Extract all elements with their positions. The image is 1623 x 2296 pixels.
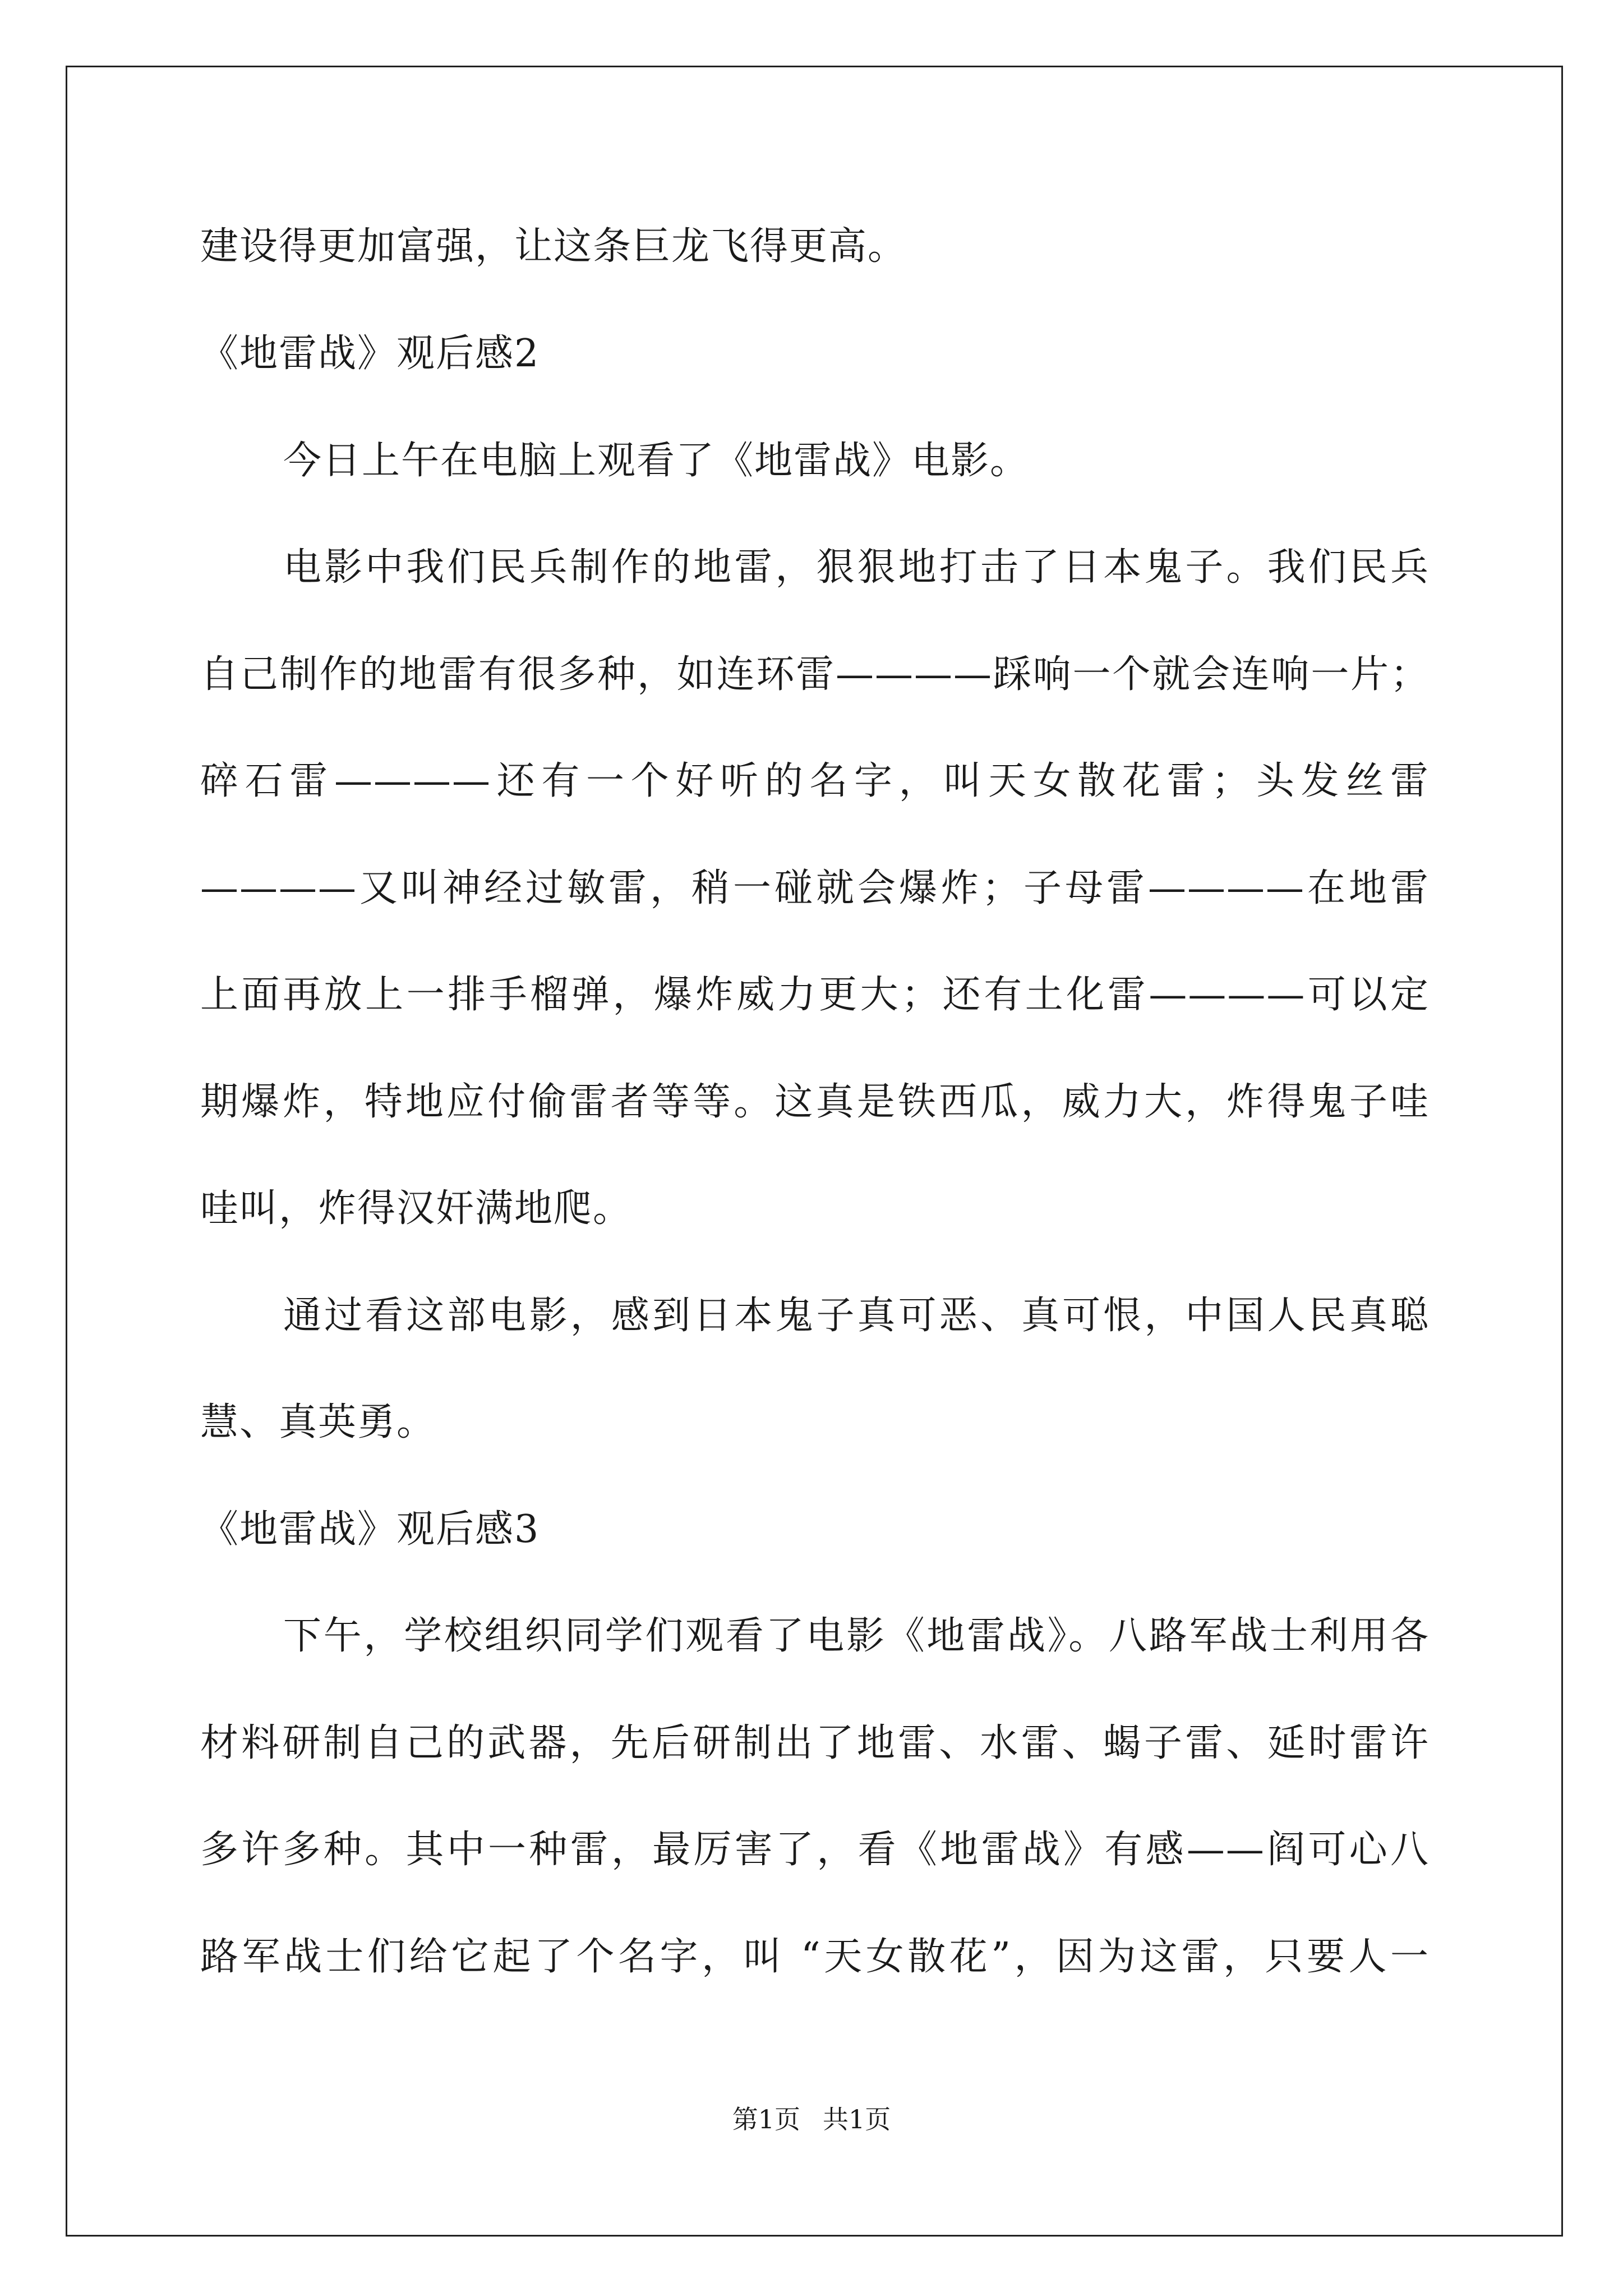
text-line: 材料研制自己的武器，先后研制出了地雷、水雷、蝎子雷、延时雷许 [200, 1721, 1430, 1765]
page-border [66, 66, 1563, 2237]
page-number: 第1页 [732, 2104, 800, 2134]
text-line: 下午，学校组织同学们观看了电影《地雷战》。八路军战士利用各 [283, 1614, 1430, 1658]
text-line: 建设得更加富强，让这条巨龙飞得更高。 [200, 224, 907, 269]
text-line: 哇叫，炸得汉奸满地爬。 [200, 1186, 633, 1231]
text-line: 碎石雷————还有一个好听的名字，叫天女散花雷；头发丝雷 [200, 759, 1430, 803]
text-line: 通过看这部电影，感到日本鬼子真可恶、真可恨，中国人民真聪 [283, 1294, 1430, 1338]
text-line: 路军战士们给它起了个名字，叫 “天女散花”，因为这雷，只要人一 [200, 1935, 1430, 1979]
text-line: 自己制作的地雷有很多种，如连环雷————踩响一个就会连响一片； [200, 652, 1430, 697]
text-line: 期爆炸，特地应付偷雷者等等。这真是铁西瓜，威力大，炸得鬼子哇 [200, 1080, 1430, 1124]
page-total: 共1页 [823, 2104, 891, 2134]
text-line: 多许多种。其中一种雷，最厉害了，看《地雷战》有感——阎可心八 [200, 1828, 1430, 1872]
text-line: 慧、真英勇。 [200, 1400, 436, 1444]
text-line: 电影中我们民兵制作的地雷，狠狠地打击了日本鬼子。我们民兵 [283, 545, 1430, 590]
section-heading: 《地雷战》观后感3 [200, 1507, 540, 1552]
section-heading: 《地雷战》观后感2 [200, 332, 540, 376]
text-line: 今日上午在电脑上观看了《地雷战》电影。 [283, 439, 1030, 483]
text-line: 上面再放上一排手榴弹，爆炸威力更大；还有土化雷————可以定 [200, 973, 1430, 1017]
text-line: ————又叫神经过敏雷，稍一碰就会爆炸；子母雷————在地雷 [200, 866, 1430, 910]
page-footer [0, 2102, 1623, 2136]
